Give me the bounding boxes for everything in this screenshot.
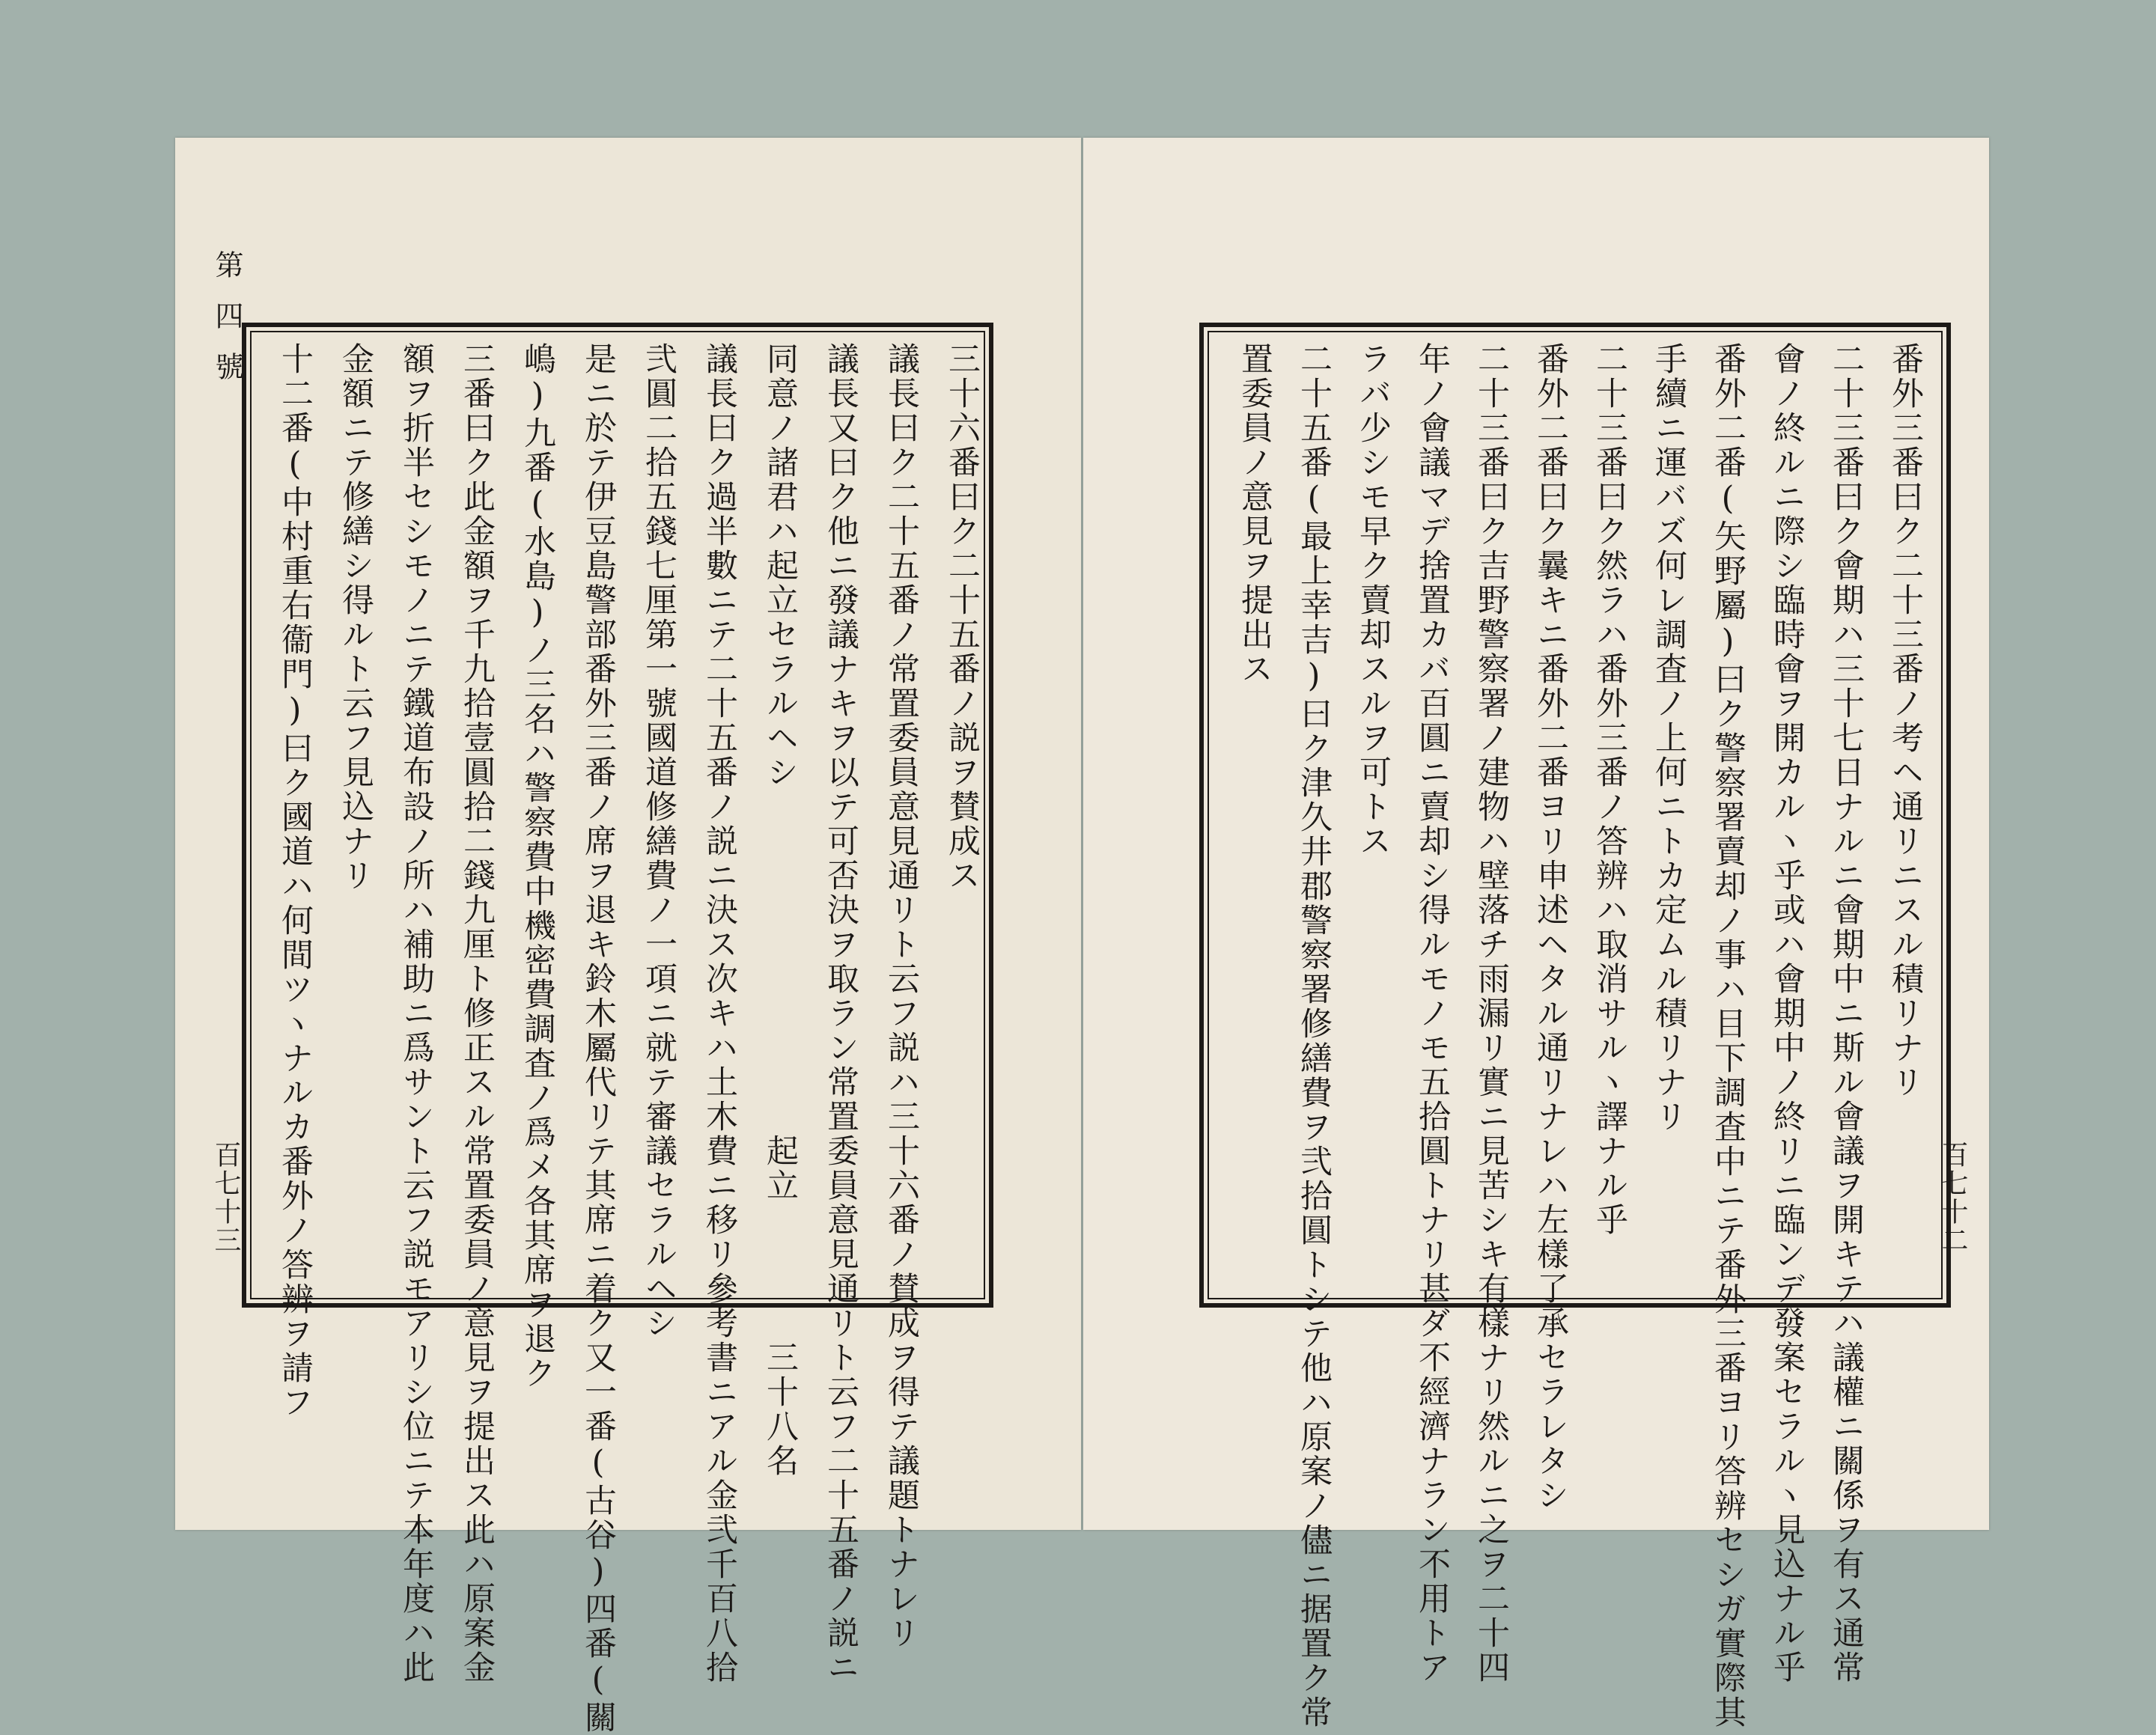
page-number: 百七十二 (1937, 1141, 1968, 1254)
text-column: 議長曰ク過半數ニテ二十五番ノ説ニ決ス次キハ土木費ニ移リ參考書ニアル金弐千百八拾 (701, 342, 738, 1685)
text-column: 嶋)九番(水島)ノ三名ハ警察費中機密費調査ノ爲メ各其席ヲ退ク (519, 342, 556, 1391)
text-column: 弐圓二拾五錢七厘第一號國道修繕費ノ一項ニ就テ審議セラルヘシ (640, 342, 677, 1341)
left-text-frame (242, 323, 993, 1735)
text-column: ラバ少シモ早ク賣却スルヲ可トス (1354, 342, 1392, 859)
text-column: 議長又曰ク他ニ發議ナキヲ以テ可否決ヲ取ラン常置委員意見通リト云フ二十五番ノ説ニ (822, 342, 859, 1685)
text-column: 番外二番曰ク曩キニ番外二番ヨリ申述ヘタル通リナレハ左樣了承セラレタシ (1532, 342, 1569, 1513)
text-column: 十二番(中村重右衞門)曰ク國道ハ何間ツヽナルカ番外ノ答辨ヲ請フ (276, 342, 314, 1420)
page-number: 百七十三 (210, 1141, 241, 1254)
left-page (175, 138, 1081, 1735)
text-column: 同意ノ諸君ハ起立セラルヘシ 起立 三十八名 (761, 342, 799, 1478)
text-column: 年ノ會議マデ捨置カバ百圓ニ賣却シ得ルモノモ五拾圓トナリ甚ダ不經濟ナラン不用トア (1413, 342, 1451, 1685)
text-column: 會ノ終ルニ際シ臨時會ヲ開カルヽ乎或ハ會期中ノ終リニ臨ンデ發案セラルヽ見込ナル乎 (1768, 342, 1806, 1685)
text-column: 手續ニ運バズ何レ調査ノ上何ニトカ定ムル積リナリ (1650, 342, 1687, 1134)
text-column: 番外三番曰ク二十三番ノ考ヘ通リニスル積リナリ (1886, 342, 1924, 1100)
text-column: 二十三番曰ク吉野警察署ノ建物ハ壁落チ雨漏リ實ニ見苦シキ有樣ナリ然ルニ之ヲ二十四 (1473, 342, 1510, 1685)
text-column: 三番曰ク此金額ヲ千九拾壹圓拾二錢九厘ト修正スル常置委員ノ意見ヲ提出ス此ハ原案金 (458, 342, 496, 1685)
text-column: 二十三番曰ク然ラハ番外三番ノ答辨ハ取消サルヽ譯ナル乎 (1591, 342, 1628, 1237)
text-column: 額ヲ折半セシモノニテ鐵道布設ノ所ハ補助ニ爲サント云フ説モアリシ位ニテ本年度ハ此 (398, 342, 435, 1685)
text-column: 是ニ於テ伊豆島警部番外三番ノ席ヲ退キ鈴木屬代リテ其席ニ着ク又一番(古谷)四番(關 (579, 342, 617, 1735)
right-page (1083, 138, 1989, 1730)
text-column: 二十五番(最上幸吉)曰ク津久井郡警察署修繕費ヲ弐拾圓トシテ他ハ原案ノ儘ニ据置ク常 (1295, 342, 1333, 1730)
right-text-frame (1199, 323, 1951, 1730)
text-column: 議長曰ク二十五番ノ常置委員意見通リト云フ説ハ三十六番ノ賛成ヲ得テ議題トナレリ (883, 342, 920, 1650)
issue-header: 第四號 (210, 250, 243, 403)
text-column: 三十六番曰ク二十五番ノ説ヲ賛成ス (943, 342, 981, 893)
text-column: 置委員ノ意見ヲ提出ス (1236, 342, 1273, 686)
text-column: 二十三番曰ク會期ハ三十七日ナルニ會期中ニ斯ル會議ヲ開キテハ議權ニ關係ヲ有ス通常 (1827, 342, 1865, 1685)
text-column: 金額ニテ修繕シ得ルト云フ見込ナリ (337, 342, 374, 893)
text-column: 番外二番(矢野屬)曰ク警察署賣却ノ事ハ目下調査中ニテ番外三番ヨリ答辨セシガ實際其 (1709, 342, 1747, 1730)
